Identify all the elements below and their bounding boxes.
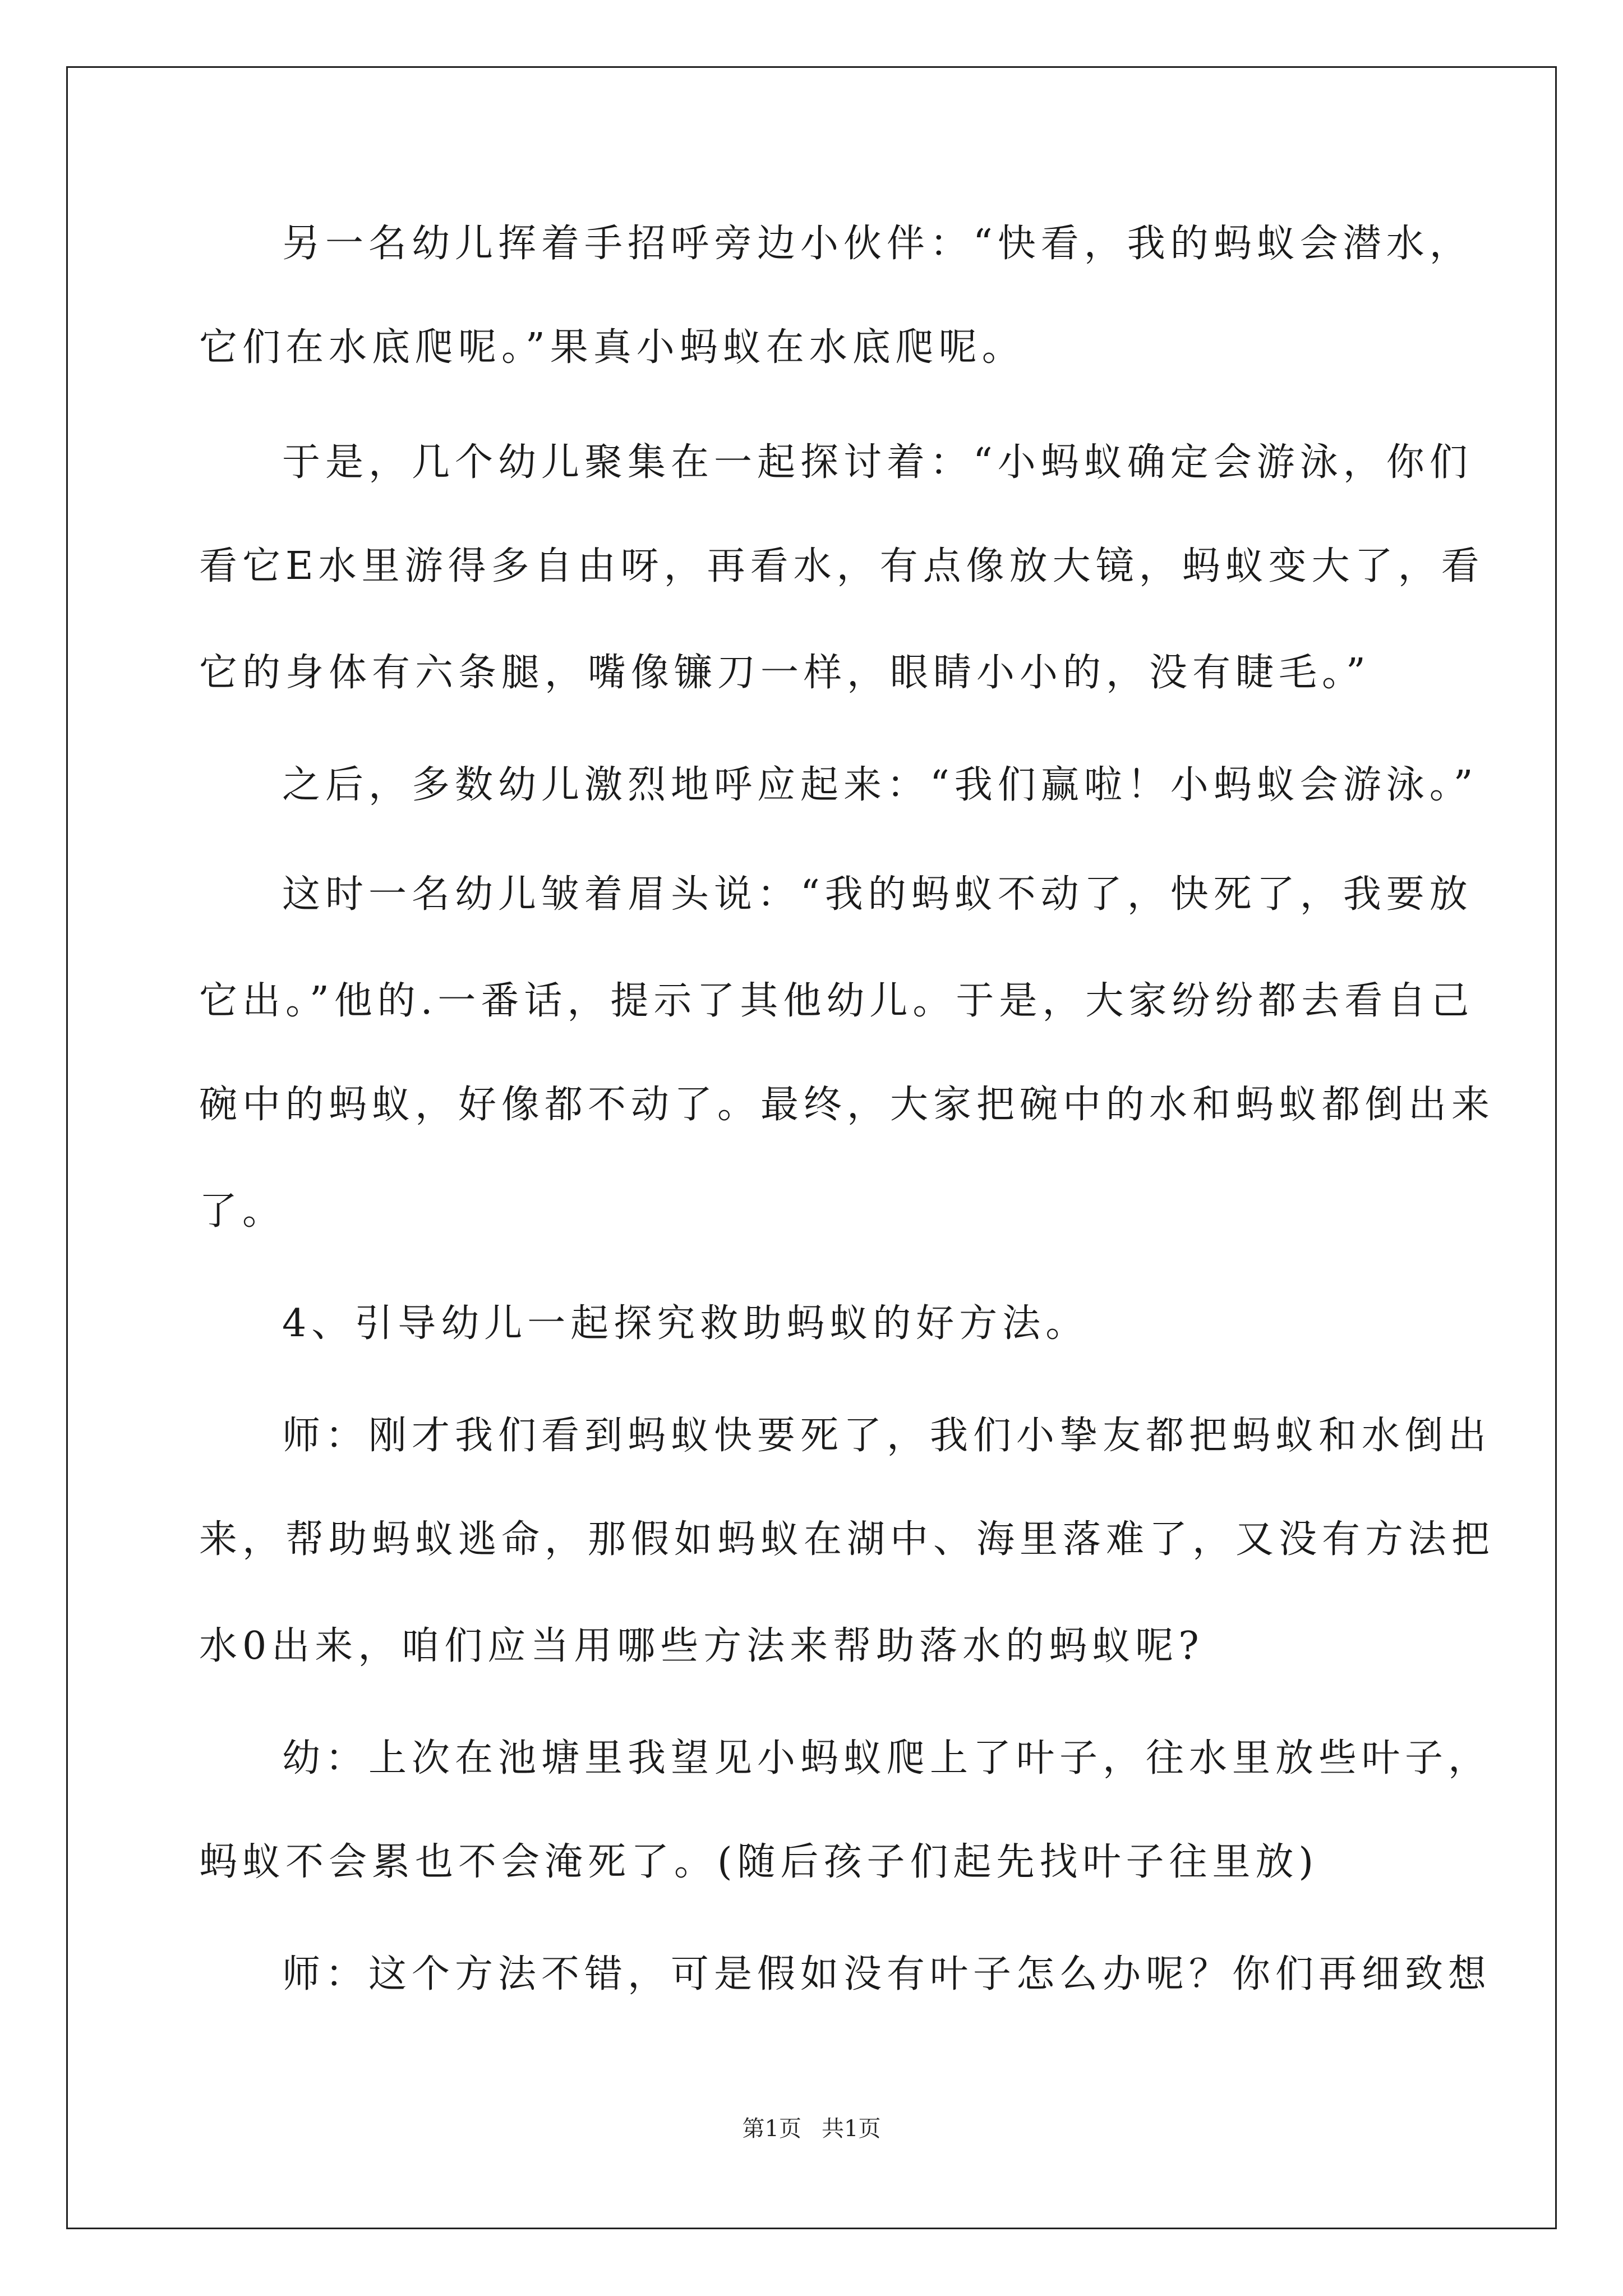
page-border (66, 66, 1557, 2229)
page-total: 共1页 (822, 2116, 881, 2142)
text-line: 师：刚才我们看到蚂蚁快要死了，我们小挚友都把蚂蚁和水倒出 (282, 1414, 1492, 1458)
text-line: 蚂蚁不会累也不会淹死了。(随后孩子们起先找叶子往里放) (199, 1840, 1319, 1884)
text-line: 这时一名幼儿皱着眉头说：“我的蚂蚁不动了，快死了，我要放 (282, 872, 1473, 917)
text-line: 师：这个方法不错，可是假如没有叶子怎么办呢？你们再细致想 (282, 1952, 1492, 1996)
text-line: 了。 (199, 1189, 286, 1234)
text-line: 它的身体有六条腿，嘴像镰刀一样，眼睛小小的，没有睫毛。” (199, 651, 1371, 695)
text-line: 水0出来，咱们应当用哪些方法来帮助落水的蚂蚁呢? (199, 1624, 1204, 1668)
text-line: 看它E水里游得多自由呀，再看水，有点像放大镜，蚂蚁变大了，看 (199, 544, 1484, 588)
text-line: 幼：上次在池塘里我望见小蚂蚁爬上了叶子，往水里放些叶子， (282, 1736, 1492, 1780)
page-number: 第1页 (742, 2116, 801, 2142)
text-line: 之后，多数幼儿激烈地呼应起来：“我们赢啦！小蚂蚁会游泳。” (282, 763, 1478, 807)
text-line: 碗中的蚂蚁，好像都不动了。最终，大家把碗中的水和蚂蚁都倒出来 (199, 1083, 1495, 1127)
text-line: 4、引导幼儿一起探究救助蚂蚁的好方法。 (282, 1301, 1089, 1346)
text-line: 它们在水底爬呢。”果真小蚂蚁在水底爬呢。 (199, 325, 1025, 370)
text-line: 另一名幼儿挥着手招呼旁边小伙伴：“快看，我的蚂蚁会潜水， (282, 222, 1473, 266)
text-line: 它出。”他的.一番话，提示了其他幼儿。于是，大家纷纷都去看自己 (199, 979, 1474, 1023)
text-line: 于是，几个幼儿聚集在一起探讨着：“小蚂蚁确定会游泳，你们 (282, 440, 1473, 485)
text-line: 来，帮助蚂蚁逃命，那假如蚂蚁在湖中、海里落难了，又没有方法把 (199, 1517, 1495, 1562)
page-footer (0, 2115, 1623, 2143)
